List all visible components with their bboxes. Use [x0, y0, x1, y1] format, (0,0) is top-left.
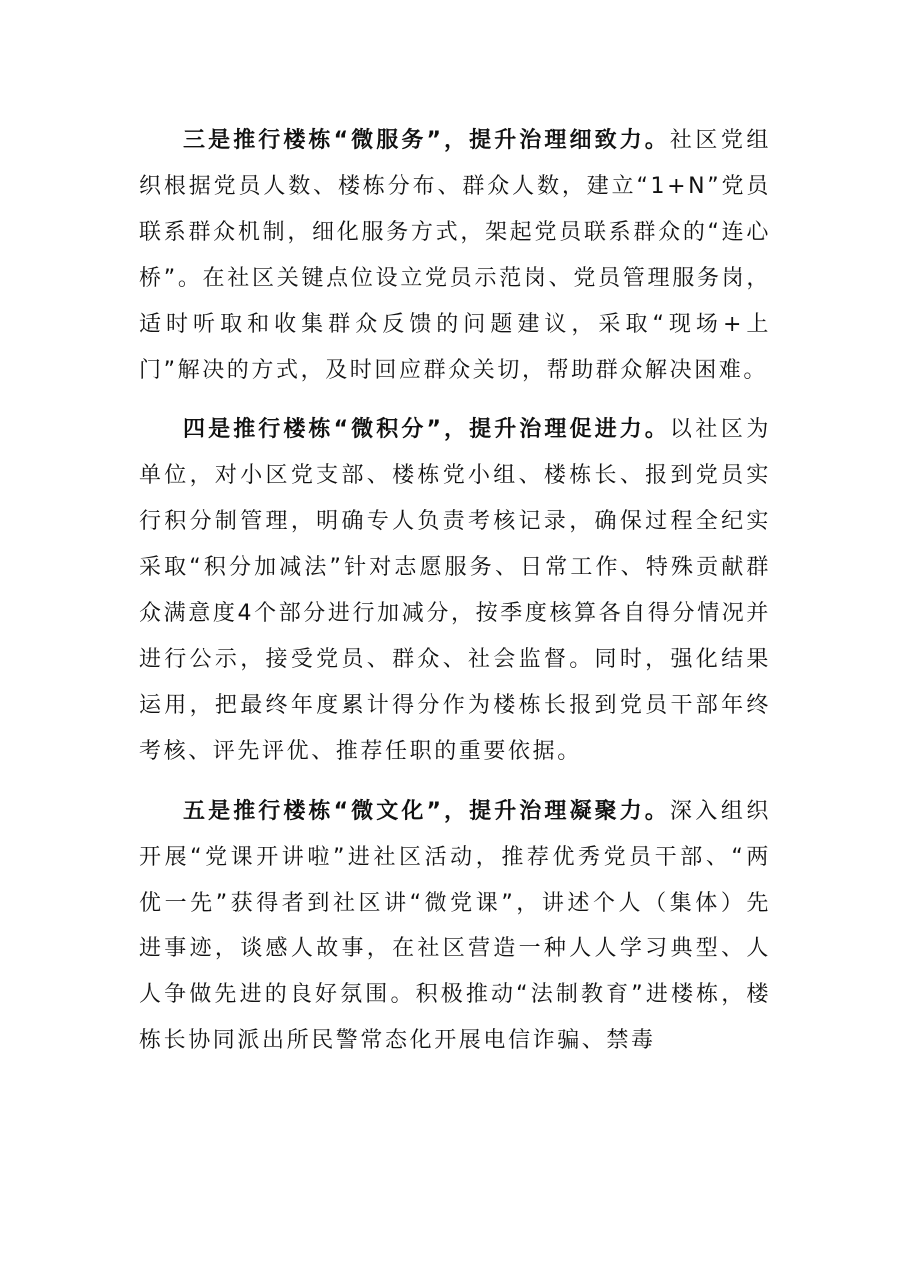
- paragraph-service: [139, 118, 771, 393]
- paragraph-culture: [139, 789, 771, 1064]
- paragraph-text: 社区党组织根据党员人数、楼栋分布、群众人数，建立“1+N”党员联系群众机制，细化服务方式，架起党员联系群众的“连心桥”。在社区关键点位设立党员示范岗、党员管理服务岗，适时听取和收集群众反馈的问题建议，采取“现场+上门”解决的方式，及时回应群众关切，帮助群众解决困难。: [139, 128, 772, 383]
- paragraph-text: 以社区为单位，对小区党支部、楼栋党小组、楼栋长、报到党员实行积分制管理，明确专人负责考核记录，确保过程全纪实采取“积分加减法”针对志愿服务、日常工作、特殊贡献群众满意度4个部分进行加减分，按季度核算各自得分情况并进行公示，接受党员、群众、社会监督。同时，强化结果运用，把最终年度累计得分作为楼栋长报到党员干部年终考核、评先评优、推荐任职的重要依据。: [139, 417, 772, 764]
- document-body: [139, 118, 771, 1078]
- paragraph-text: 深入组织开展“党课开讲啦”进社区活动，推荐优秀党员干部、“两优一先”获得者到社区讲“微党课”，讲述个人（集体）先进事迹，谈感人故事，在社区营造一种人人学习典型、人人争做先进的良好氛围。积极推动“法制教育”进楼栋，楼栋长协同派出所民警常态化开展电信诈骗、禁毒: [139, 798, 772, 1054]
- paragraph-heading: 五是推行楼栋“微文化”，提升治理凝聚力。: [183, 798, 670, 824]
- paragraph-points: [139, 407, 771, 774]
- paragraph-heading: 三是推行楼栋“微服务”，提升治理细致力。: [183, 128, 670, 153]
- paragraph-heading: 四是推行楼栋“微积分”，提升治理促进力。: [183, 417, 670, 443]
